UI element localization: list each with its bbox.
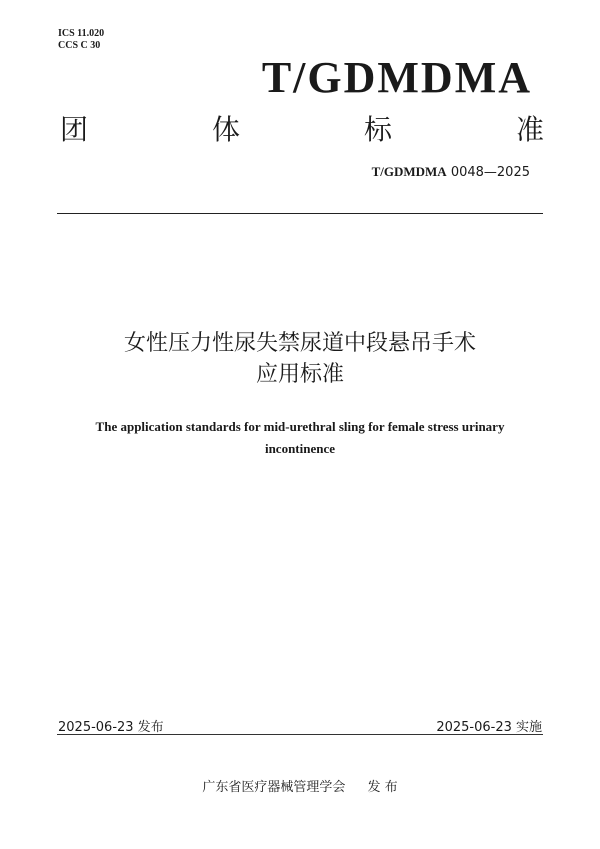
title-chinese — [40, 328, 560, 390]
publisher-name: 广东省医疗器械管理学会 — [202, 780, 346, 795]
ccs-code: CCS C 30 — [58, 40, 101, 51]
title-en-line: The application standards for mid-urethral sling for female stress urinary — [95, 419, 505, 434]
doc-type-char: 体 — [211, 113, 240, 146]
footer-divider — [57, 734, 543, 735]
issue-date: 2025-06-23 发布 — [58, 720, 164, 735]
doc-type-char: 团 — [60, 113, 89, 146]
title-english — [40, 416, 560, 460]
standard-number — [372, 164, 530, 180]
title-cn-line: 女性压力性尿失禁尿道中段悬吊手术 — [123, 331, 476, 356]
organization-code: T/GDMDMA — [261, 53, 532, 102]
doc-type-char: 准 — [515, 113, 544, 146]
standard-suffix: 0048—2025 — [450, 165, 530, 180]
classification-codes — [58, 28, 104, 52]
title-en-line: incontinence — [264, 441, 336, 456]
standard-prefix: T/GDMDMA — [371, 164, 447, 179]
implementation-date: 2025-06-23 实施 — [436, 720, 542, 735]
document-type — [60, 113, 544, 147]
title-cn-line: 应用标准 — [255, 362, 344, 387]
publisher-action: 发 布 — [367, 780, 398, 795]
ics-code: ICS 11.020 — [58, 28, 105, 39]
publisher — [0, 776, 600, 795]
header-divider — [57, 213, 543, 214]
doc-type-char: 标 — [363, 113, 392, 146]
